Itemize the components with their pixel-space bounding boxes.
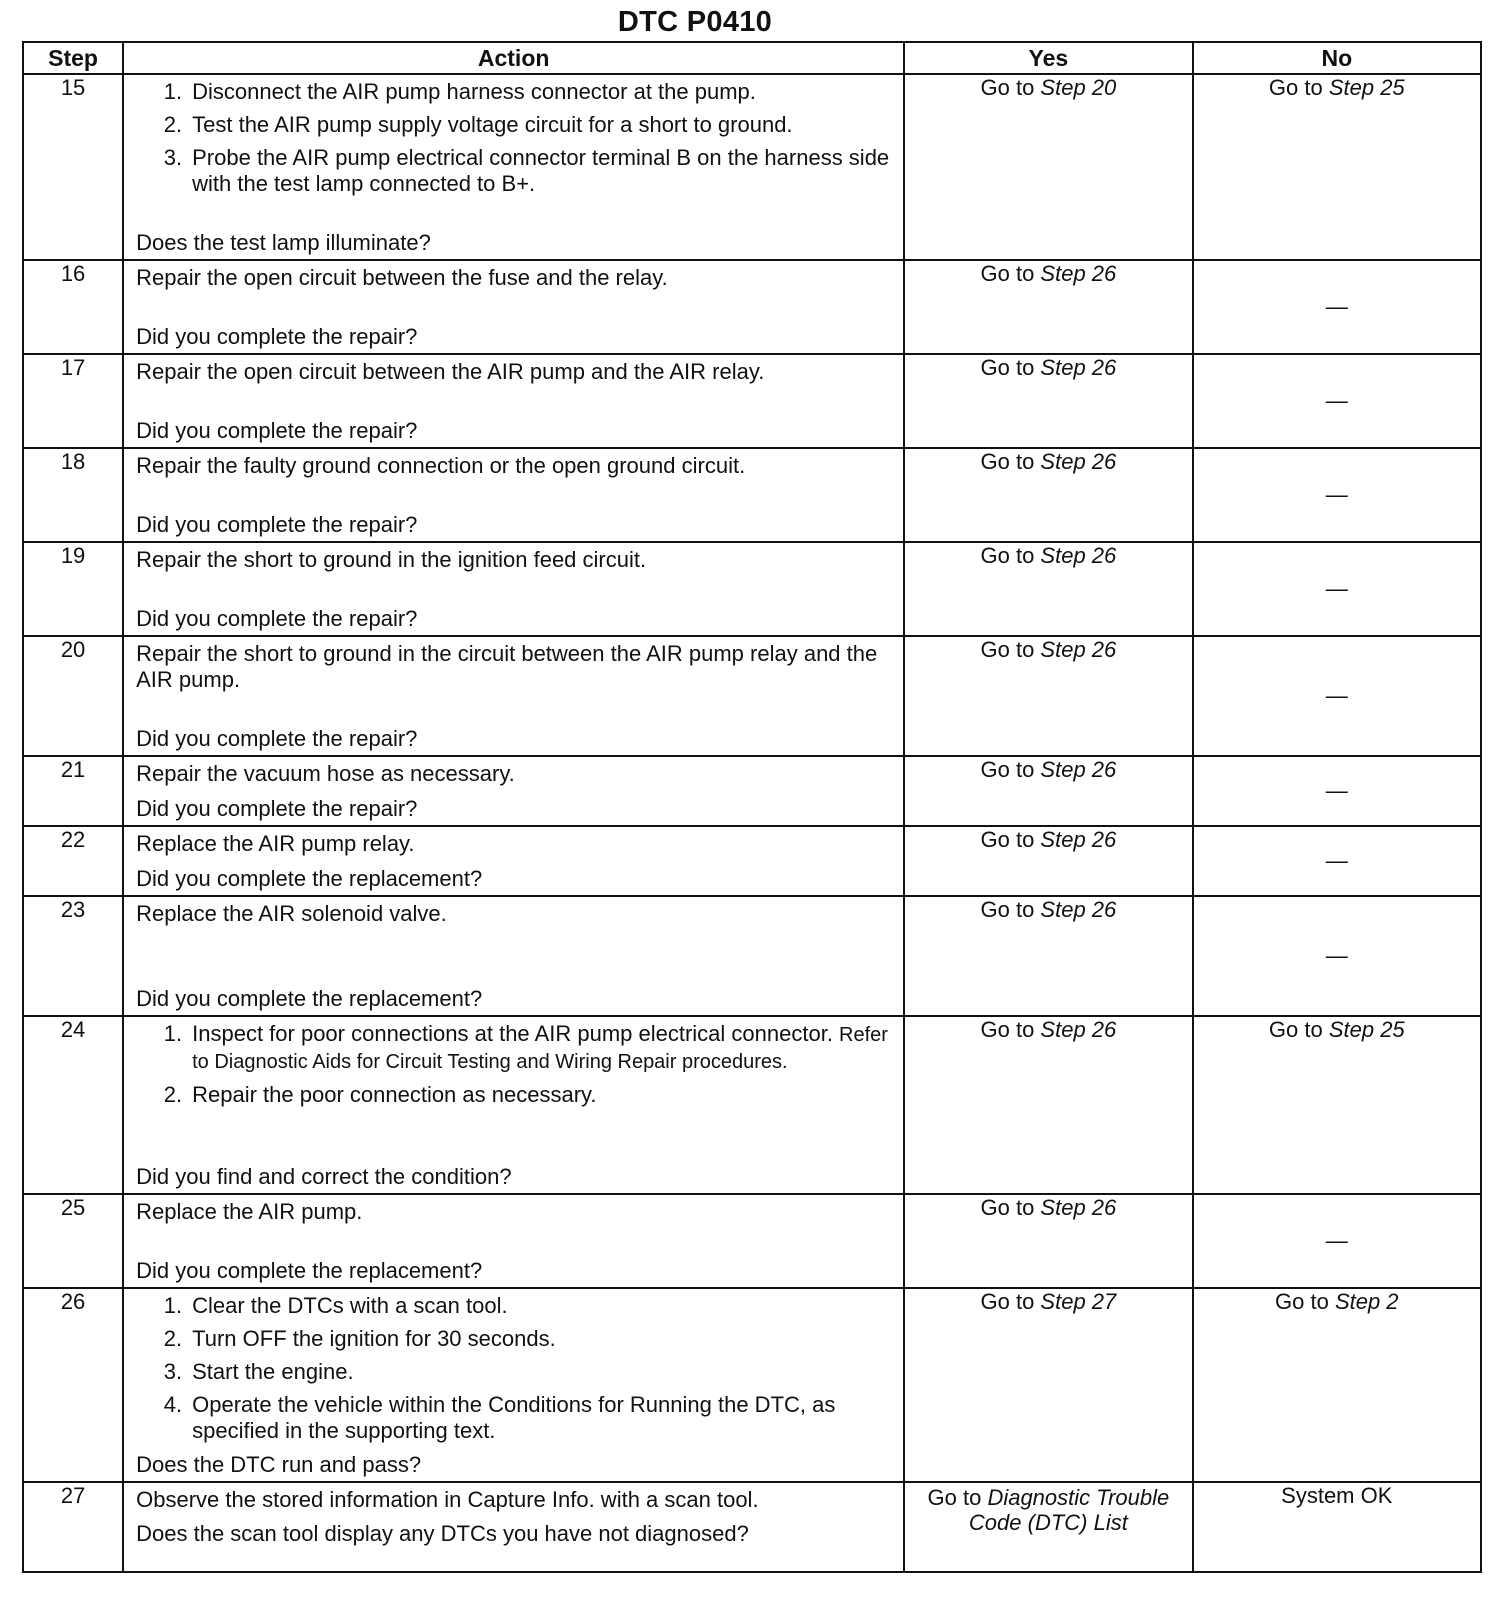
action-cell xyxy=(123,756,904,826)
yes-cell[interactable]: Go to Step 27 xyxy=(904,1288,1192,1482)
step-number: 17 xyxy=(23,354,123,448)
action-cell xyxy=(123,1288,904,1482)
header-action: Action xyxy=(123,42,904,74)
yes-cell[interactable]: Go to Diagnostic Trouble Code (DTC) List xyxy=(904,1482,1192,1572)
table-row xyxy=(23,354,1481,448)
action-cell xyxy=(123,542,904,636)
step-number: 20 xyxy=(23,636,123,756)
action-question: Does the scan tool display any DTCs you have not diagnosed? xyxy=(136,1521,749,1546)
action-question: Did you complete the repair? xyxy=(136,512,418,537)
no-cell: — xyxy=(1193,826,1481,896)
table-row xyxy=(23,1016,1481,1194)
yes-cell[interactable]: Go to Step 26 xyxy=(904,1016,1192,1194)
table-row xyxy=(23,542,1481,636)
action-cell xyxy=(123,448,904,542)
no-cell: — xyxy=(1193,896,1481,1016)
list-item: 1. Disconnect the AIR pump harness connector at the pump. xyxy=(163,79,756,104)
action-question: Does the DTC run and pass? xyxy=(136,1452,422,1477)
no-cell: — xyxy=(1193,260,1481,354)
header-row xyxy=(23,42,1481,74)
step-number: 27 xyxy=(23,1482,123,1572)
list-item: 4. Operate the vehicle within the Conditions for Running the DTC, as specified in the supporting text. xyxy=(163,1392,836,1443)
yes-cell[interactable]: Go to Step 26 xyxy=(904,354,1192,448)
action-question: Did you complete the repair? xyxy=(136,606,418,631)
header-step: Step xyxy=(23,42,123,74)
action-cell xyxy=(123,260,904,354)
yes-cell[interactable]: Go to Step 26 xyxy=(904,636,1192,756)
step-number: 21 xyxy=(23,756,123,826)
no-cell: — xyxy=(1193,756,1481,826)
action-cell xyxy=(123,74,904,260)
action-text: Observe the stored information in Capture Info. with a scan tool. xyxy=(136,1487,759,1512)
yes-cell[interactable]: Go to Step 26 xyxy=(904,542,1192,636)
list-item: 1. Inspect for poor connections at the AIR pump electrical connector. Refer to Diagnostic Aids for Circuit Testing and Wiring Repair procedures. xyxy=(163,1021,888,1073)
yes-cell[interactable]: Go to Step 26 xyxy=(904,448,1192,542)
yes-cell[interactable]: Go to Step 26 xyxy=(904,1194,1192,1288)
header-yes: Yes xyxy=(904,42,1192,74)
no-cell: — xyxy=(1193,354,1481,448)
action-question: Does the test lamp illuminate? xyxy=(136,230,431,255)
table-row xyxy=(23,636,1481,756)
table-row xyxy=(23,1288,1481,1482)
list-item: 1. Clear the DTCs with a scan tool. xyxy=(163,1293,508,1318)
yes-cell[interactable]: Go to Step 26 xyxy=(904,826,1192,896)
action-cell xyxy=(123,636,904,756)
yes-cell[interactable]: Go to Step 26 xyxy=(904,756,1192,826)
list-item: 3. Start the engine. xyxy=(163,1359,354,1384)
list-item: 2. Test the AIR pump supply voltage circuit for a short to ground. xyxy=(163,112,793,137)
action-cell xyxy=(123,896,904,1016)
action-text: Repair the open circuit between the AIR pump and the AIR relay. xyxy=(136,359,765,384)
diagnostic-table xyxy=(22,41,1482,1573)
action-text: Repair the short to ground in the ignition feed circuit. xyxy=(136,547,647,572)
header-no: No xyxy=(1193,42,1481,74)
action-text: Replace the AIR pump. xyxy=(136,1199,363,1224)
list-item: 2. Turn OFF the ignition for 30 seconds. xyxy=(163,1326,556,1351)
yes-cell[interactable]: Go to Step 26 xyxy=(904,260,1192,354)
action-cell xyxy=(123,1016,904,1194)
action-text: Repair the vacuum hose as necessary. xyxy=(136,761,515,786)
yes-cell[interactable]: Go to Step 20 xyxy=(904,74,1192,260)
no-cell[interactable]: Go to Step 25 xyxy=(1193,74,1481,260)
action-question: Did you find and correct the condition? xyxy=(136,1164,512,1189)
table-row xyxy=(23,1194,1481,1288)
action-cell xyxy=(123,1194,904,1288)
action-question: Did you complete the replacement? xyxy=(136,866,483,891)
table-row xyxy=(23,448,1481,542)
action-list xyxy=(136,1293,895,1451)
action-question: Did you complete the repair? xyxy=(136,418,418,443)
no-cell: — xyxy=(1193,448,1481,542)
no-cell: — xyxy=(1193,542,1481,636)
action-text: Repair the faulty ground connection or the open ground circuit. xyxy=(136,453,746,478)
table-row xyxy=(23,260,1481,354)
no-cell: — xyxy=(1193,636,1481,756)
list-item: 2. Repair the poor connection as necessary. xyxy=(163,1082,597,1107)
no-cell[interactable]: Go to Step 2 xyxy=(1193,1288,1481,1482)
action-text: Repair the open circuit between the fuse and the relay. xyxy=(136,265,668,290)
action-question: Did you complete the repair? xyxy=(136,796,418,821)
table-row xyxy=(23,896,1481,1016)
step-number: 23 xyxy=(23,896,123,1016)
action-question: Did you complete the repair? xyxy=(136,324,418,349)
action-question: Did you complete the repair? xyxy=(136,726,418,751)
action-text: Repair the short to ground in the circuit between the AIR pump relay and the AIR pump. xyxy=(136,641,878,692)
table-row xyxy=(23,74,1481,260)
step-number: 15 xyxy=(23,74,123,260)
step-number: 22 xyxy=(23,826,123,896)
document-title: DTC P0410 xyxy=(617,6,773,38)
table-row xyxy=(23,826,1481,896)
yes-cell[interactable]: Go to Step 26 xyxy=(904,896,1192,1016)
table-row xyxy=(23,1482,1481,1572)
step-number: 26 xyxy=(23,1288,123,1482)
action-list xyxy=(136,1021,895,1115)
action-cell xyxy=(123,354,904,448)
action-cell xyxy=(123,826,904,896)
action-question: Did you complete the replacement? xyxy=(136,986,483,1011)
step-number: 19 xyxy=(23,542,123,636)
step-number: 16 xyxy=(23,260,123,354)
step-number: 18 xyxy=(23,448,123,542)
action-list xyxy=(136,79,895,204)
action-text: Replace the AIR pump relay. xyxy=(136,831,415,856)
list-item: 3. Probe the AIR pump electrical connector terminal B on the harness side with the test lamp connected to B+. xyxy=(163,145,890,196)
step-number: 24 xyxy=(23,1016,123,1194)
action-text: Replace the AIR solenoid valve. xyxy=(136,901,447,926)
no-cell: — xyxy=(1193,1194,1481,1288)
action-question: Did you complete the replacement? xyxy=(136,1258,483,1283)
no-cell: System OK xyxy=(1193,1482,1481,1572)
table-row xyxy=(23,756,1481,826)
no-cell[interactable]: Go to Step 25 xyxy=(1193,1016,1481,1194)
step-number: 25 xyxy=(23,1194,123,1288)
action-cell xyxy=(123,1482,904,1572)
